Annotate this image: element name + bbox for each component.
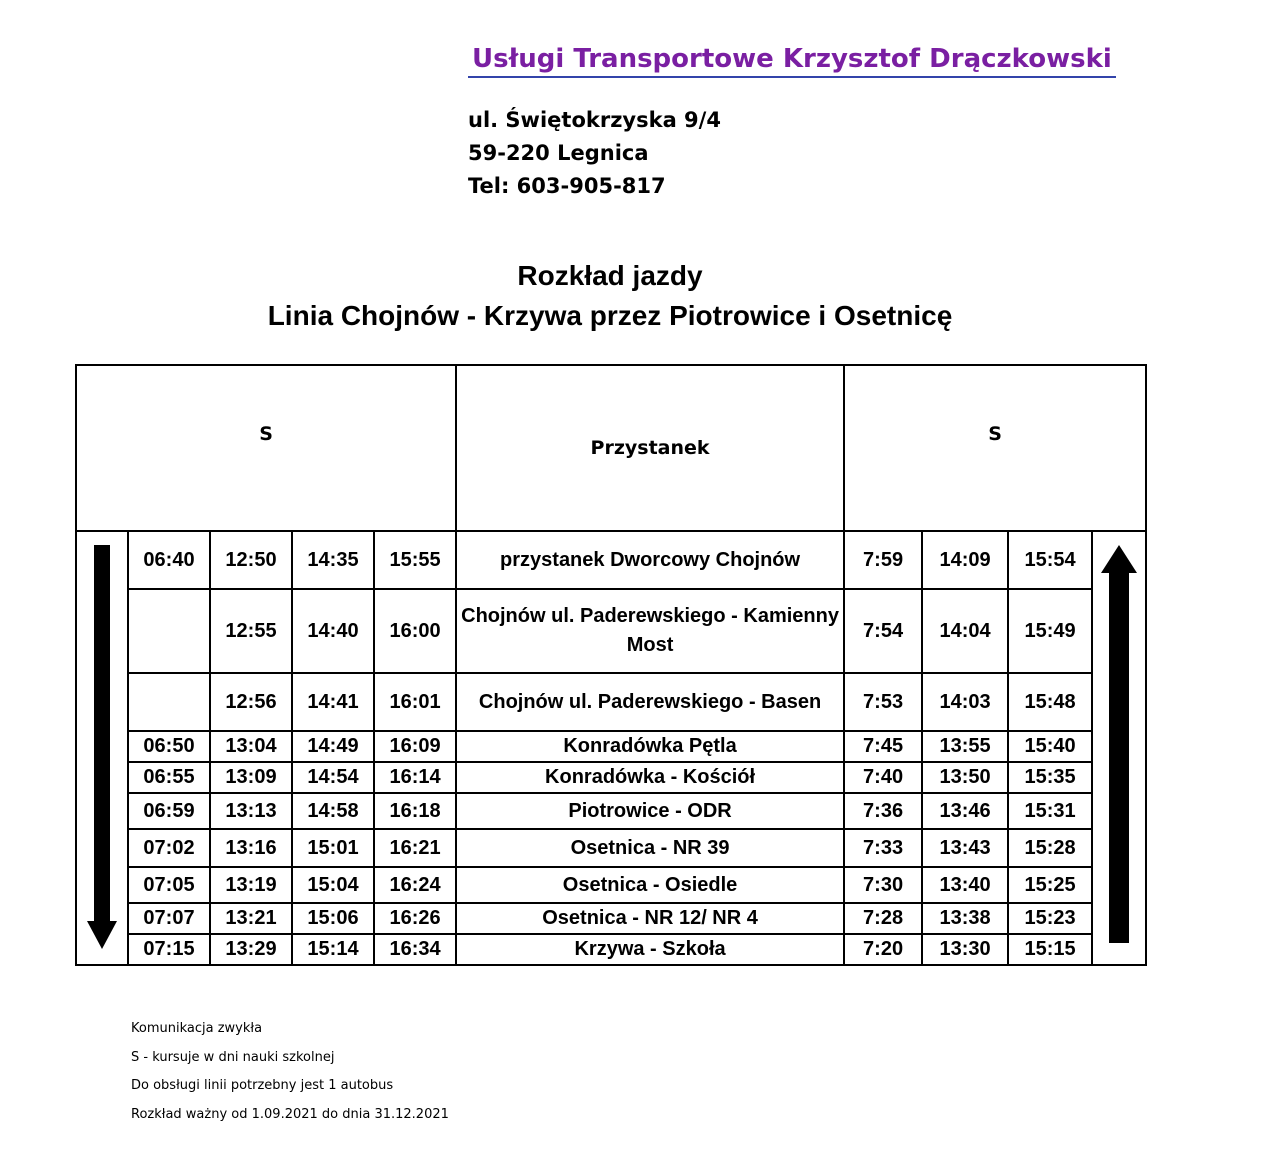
left-time: 16:21 xyxy=(374,829,456,867)
left-time: 16:01 xyxy=(374,673,456,731)
right-time: 13:38 xyxy=(922,903,1008,934)
down-direction-cell xyxy=(76,531,128,965)
right-time: 7:54 xyxy=(844,589,922,673)
address-street: ul. Świętokrzyska 9/4 xyxy=(468,108,721,132)
stop-name: Piotrowice - ODR xyxy=(456,793,844,829)
arrow-down-icon xyxy=(85,543,119,953)
right-time: 13:55 xyxy=(922,731,1008,762)
right-time: 15:54 xyxy=(1008,531,1092,589)
left-time: 16:00 xyxy=(374,589,456,673)
left-time: 07:07 xyxy=(128,903,210,934)
left-time: 14:58 xyxy=(292,793,374,829)
left-time: 13:13 xyxy=(210,793,292,829)
left-time: 14:49 xyxy=(292,731,374,762)
right-time: 7:53 xyxy=(844,673,922,731)
left-time: 15:06 xyxy=(292,903,374,934)
header-left-s xyxy=(76,365,456,531)
left-time: 13:29 xyxy=(210,934,292,965)
right-time: 7:45 xyxy=(844,731,922,762)
left-time: 12:56 xyxy=(210,673,292,731)
stop-name: Chojnów ul. Paderewskiego - Kamienny Most xyxy=(456,589,844,673)
table-row xyxy=(76,903,1146,934)
left-time: 06:40 xyxy=(128,531,210,589)
page-title: Rozkład jazdy xyxy=(517,260,703,291)
header-right-s xyxy=(844,365,1146,531)
address-city: 59-220 Legnica xyxy=(468,141,649,165)
left-time: 16:14 xyxy=(374,762,456,793)
right-time: 15:15 xyxy=(1008,934,1092,965)
left-time: 13:21 xyxy=(210,903,292,934)
left-time: 16:18 xyxy=(374,793,456,829)
stop-name: przystanek Dworcowy Chojnów xyxy=(456,531,844,589)
left-time: 14:40 xyxy=(292,589,374,673)
left-time: 15:01 xyxy=(292,829,374,867)
left-time: 16:34 xyxy=(374,934,456,965)
right-time: 15:31 xyxy=(1008,793,1092,829)
table-row xyxy=(76,762,1146,793)
left-time: 12:55 xyxy=(210,589,292,673)
table-row xyxy=(76,934,1146,965)
arrow-up-icon xyxy=(1099,543,1139,953)
right-time: 7:28 xyxy=(844,903,922,934)
left-time: 14:35 xyxy=(292,531,374,589)
right-time: 15:40 xyxy=(1008,731,1092,762)
stop-name: Krzywa - Szkoła xyxy=(456,934,844,965)
left-time: 13:04 xyxy=(210,731,292,762)
right-time: 14:03 xyxy=(922,673,1008,731)
right-time: 15:23 xyxy=(1008,903,1092,934)
table-row xyxy=(76,531,1146,589)
stop-name: Chojnów ul. Paderewskiego - Basen xyxy=(456,673,844,731)
header-stop-label: Przystanek xyxy=(590,437,710,459)
right-time: 13:40 xyxy=(922,867,1008,903)
left-time: 16:26 xyxy=(374,903,456,934)
right-time: 13:43 xyxy=(922,829,1008,867)
table-row xyxy=(76,793,1146,829)
left-time: 14:54 xyxy=(292,762,374,793)
left-time: 13:09 xyxy=(210,762,292,793)
stop-name: Konradówka Pętla xyxy=(456,731,844,762)
right-time: 7:33 xyxy=(844,829,922,867)
right-time: 7:36 xyxy=(844,793,922,829)
table-row xyxy=(76,731,1146,762)
header-stop xyxy=(456,365,844,531)
table-row xyxy=(76,829,1146,867)
table-row xyxy=(76,589,1146,673)
right-time: 7:20 xyxy=(844,934,922,965)
right-time: 7:59 xyxy=(844,531,922,589)
left-time: 13:16 xyxy=(210,829,292,867)
table-row xyxy=(76,673,1146,731)
left-time: 06:50 xyxy=(128,731,210,762)
stop-name: Osetnica - Osiedle xyxy=(456,867,844,903)
company-address xyxy=(468,104,721,203)
stop-name: Osetnica - NR 39 xyxy=(456,829,844,867)
right-time: 15:49 xyxy=(1008,589,1092,673)
table-row xyxy=(76,867,1146,903)
note-s-legend: S - kursuje w dni nauki szkolnej xyxy=(131,1049,335,1065)
left-time: 06:59 xyxy=(128,793,210,829)
left-time xyxy=(128,673,210,731)
left-time: 07:02 xyxy=(128,829,210,867)
left-time: 07:15 xyxy=(128,934,210,965)
left-time: 13:19 xyxy=(210,867,292,903)
right-time: 14:09 xyxy=(922,531,1008,589)
right-time: 15:48 xyxy=(1008,673,1092,731)
header-right-label: S xyxy=(988,423,1002,445)
right-time: 15:35 xyxy=(1008,762,1092,793)
right-time: 14:04 xyxy=(922,589,1008,673)
note-validity: Rozkład ważny od 1.09.2021 do dnia 31.12.2021 xyxy=(131,1106,449,1122)
header-row xyxy=(76,365,1146,531)
footnotes xyxy=(131,1015,449,1129)
note-bus-required: Do obsługi linii potrzebny jest 1 autobus xyxy=(131,1078,394,1093)
address-phone: Tel: 603-905-817 xyxy=(468,174,666,198)
left-time: 12:50 xyxy=(210,531,292,589)
line-subtitle: Linia Chojnów - Krzywa przez Piotrowice i Osetnicę xyxy=(267,300,953,331)
left-time: 16:24 xyxy=(374,867,456,903)
left-time: 15:55 xyxy=(374,531,456,589)
left-time: 14:41 xyxy=(292,673,374,731)
header-left-label: S xyxy=(259,423,273,445)
right-time: 7:40 xyxy=(844,762,922,793)
right-time: 13:50 xyxy=(922,762,1008,793)
left-time: 15:04 xyxy=(292,867,374,903)
right-time: 13:30 xyxy=(922,934,1008,965)
left-time: 06:55 xyxy=(128,762,210,793)
right-time: 7:30 xyxy=(844,867,922,903)
right-time: 15:28 xyxy=(1008,829,1092,867)
left-time: 16:09 xyxy=(374,731,456,762)
left-time: 07:05 xyxy=(128,867,210,903)
up-direction-cell xyxy=(1092,531,1146,965)
timetable xyxy=(75,364,1147,966)
right-time: 13:46 xyxy=(922,793,1008,829)
left-time: 15:14 xyxy=(292,934,374,965)
right-time: 15:25 xyxy=(1008,867,1092,903)
left-time xyxy=(128,589,210,673)
company-name: Usługi Transportowe Krzysztof Drączkowski xyxy=(468,44,1116,78)
stop-name: Osetnica - NR 12/ NR 4 xyxy=(456,903,844,934)
stop-name: Konradówka - Kościół xyxy=(456,762,844,793)
note-regular-service: Komunikacja zwykła xyxy=(131,1021,263,1036)
